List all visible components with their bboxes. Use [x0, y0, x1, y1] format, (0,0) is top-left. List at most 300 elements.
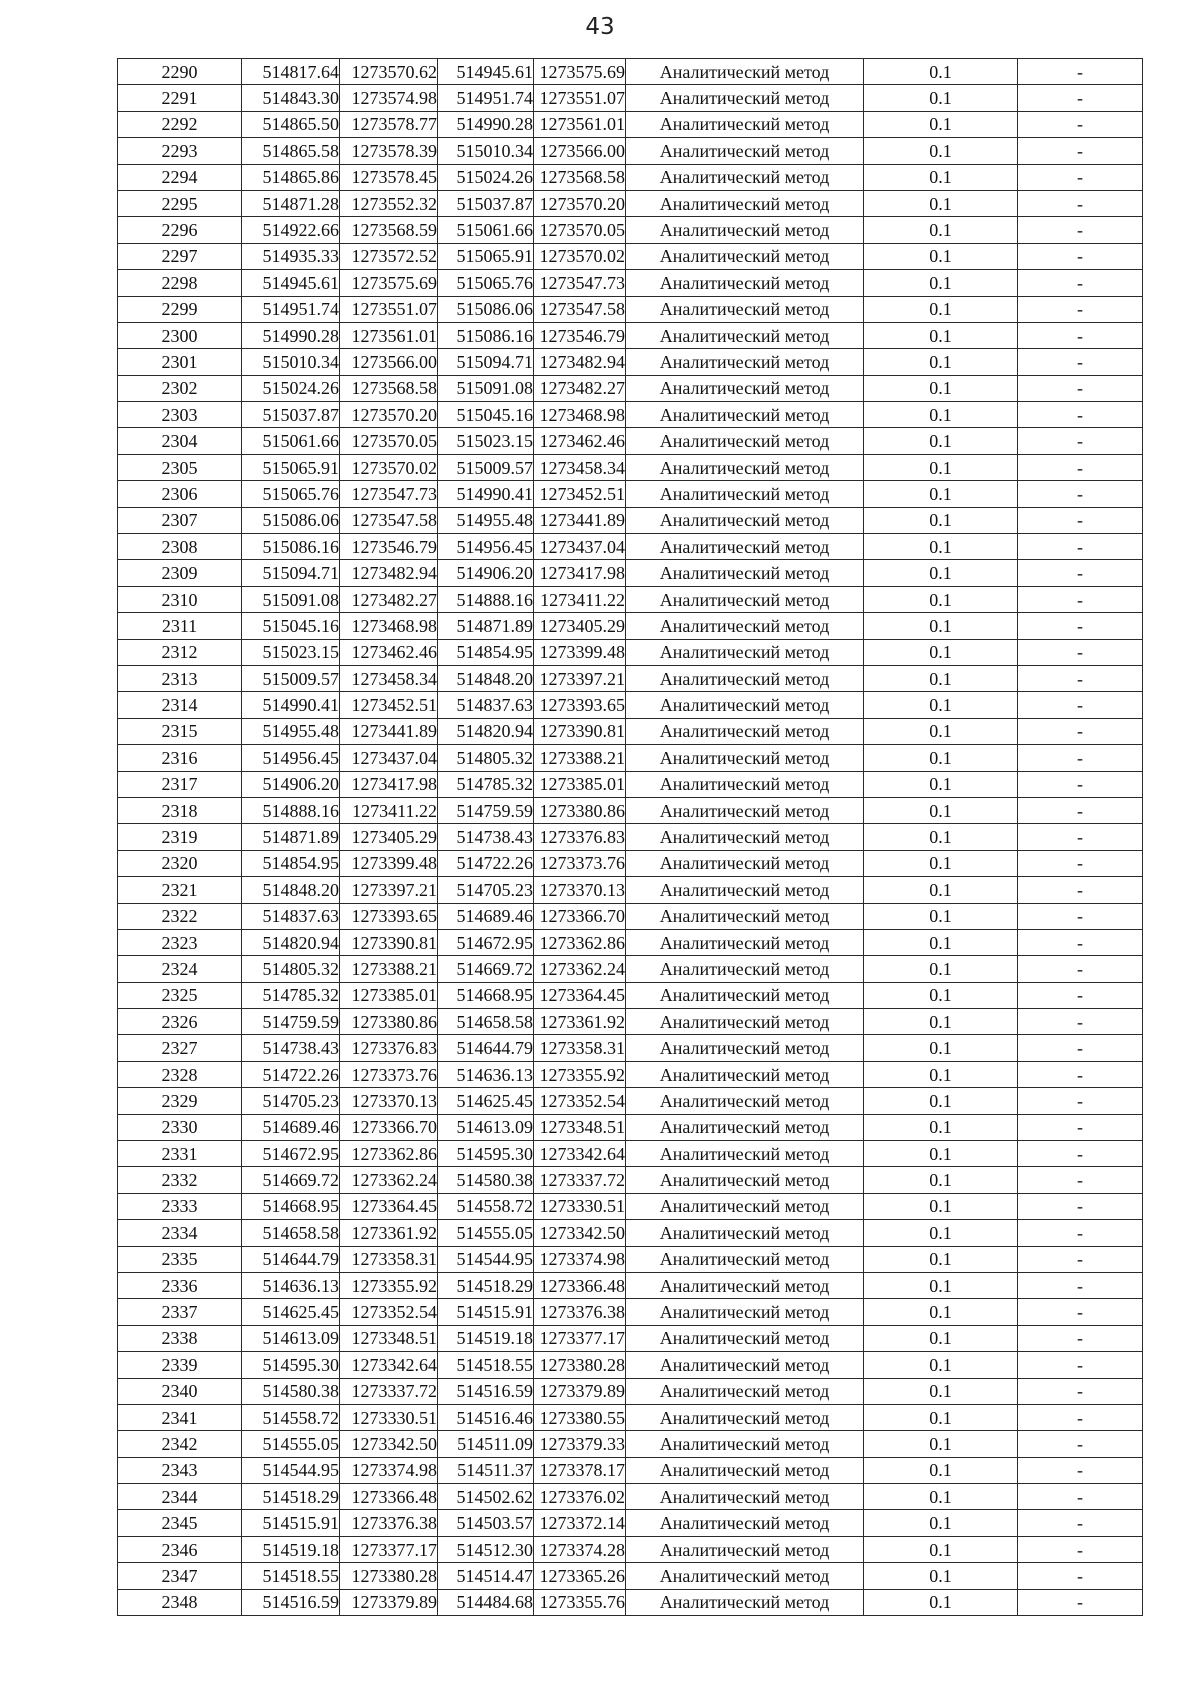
y-start-cell: 1273380.28 [340, 1563, 438, 1589]
x-end-cell: 514580.38 [438, 1167, 534, 1193]
note-cell: - [1018, 1141, 1143, 1167]
x-start-cell: 514922.66 [242, 217, 340, 243]
point-number-cell: 2305 [118, 454, 242, 480]
x-end-cell: 514990.41 [438, 481, 534, 507]
y-end-cell: 1273388.21 [534, 745, 626, 771]
method-cell: Аналитический метод [626, 665, 864, 691]
note-cell: - [1018, 190, 1143, 216]
y-end-cell: 1273372.14 [534, 1510, 626, 1536]
method-cell: Аналитический метод [626, 138, 864, 164]
accuracy-cell: 0.1 [864, 454, 1018, 480]
table-row [118, 481, 1143, 507]
y-end-cell: 1273374.28 [534, 1536, 626, 1562]
x-start-cell: 514658.58 [242, 1220, 340, 1246]
y-end-cell: 1273546.79 [534, 322, 626, 348]
method-cell: Аналитический метод [626, 1378, 864, 1404]
point-number-cell: 2309 [118, 560, 242, 586]
note-cell: - [1018, 59, 1143, 85]
x-end-cell: 514837.63 [438, 692, 534, 718]
x-end-cell: 515010.34 [438, 138, 534, 164]
method-cell: Аналитический метод [626, 1484, 864, 1510]
table-row [118, 1404, 1143, 1430]
accuracy-cell: 0.1 [864, 138, 1018, 164]
y-start-cell: 1273366.70 [340, 1114, 438, 1140]
note-cell: - [1018, 1114, 1143, 1140]
point-number-cell: 2313 [118, 665, 242, 691]
point-number-cell: 2339 [118, 1352, 242, 1378]
table-row [118, 111, 1143, 137]
point-number-cell: 2317 [118, 771, 242, 797]
accuracy-cell: 0.1 [864, 85, 1018, 111]
note-cell: - [1018, 560, 1143, 586]
note-cell: - [1018, 1589, 1143, 1615]
x-end-cell: 514990.28 [438, 111, 534, 137]
y-start-cell: 1273547.73 [340, 481, 438, 507]
y-end-cell: 1273380.28 [534, 1352, 626, 1378]
method-cell: Аналитический метод [626, 296, 864, 322]
point-number-cell: 2322 [118, 903, 242, 929]
y-end-cell: 1273366.70 [534, 903, 626, 929]
y-start-cell: 1273362.86 [340, 1141, 438, 1167]
method-cell: Аналитический метод [626, 1431, 864, 1457]
note-cell: - [1018, 1404, 1143, 1430]
x-start-cell: 514805.32 [242, 956, 340, 982]
accuracy-cell: 0.1 [864, 322, 1018, 348]
y-start-cell: 1273380.86 [340, 1009, 438, 1035]
accuracy-cell: 0.1 [864, 1325, 1018, 1351]
y-start-cell: 1273482.94 [340, 560, 438, 586]
x-end-cell: 514502.62 [438, 1484, 534, 1510]
note-cell: - [1018, 1035, 1143, 1061]
note-cell: - [1018, 718, 1143, 744]
point-number-cell: 2337 [118, 1299, 242, 1325]
x-end-cell: 514644.79 [438, 1035, 534, 1061]
accuracy-cell: 0.1 [864, 402, 1018, 428]
table-row [118, 613, 1143, 639]
x-start-cell: 515037.87 [242, 402, 340, 428]
accuracy-cell: 0.1 [864, 1035, 1018, 1061]
point-number-cell: 2293 [118, 138, 242, 164]
note-cell: - [1018, 745, 1143, 771]
y-end-cell: 1273373.76 [534, 850, 626, 876]
y-start-cell: 1273385.01 [340, 982, 438, 1008]
point-number-cell: 2307 [118, 507, 242, 533]
point-number-cell: 2323 [118, 929, 242, 955]
x-end-cell: 514906.20 [438, 560, 534, 586]
method-cell: Аналитический метод [626, 111, 864, 137]
y-start-cell: 1273366.48 [340, 1484, 438, 1510]
point-number-cell: 2300 [118, 322, 242, 348]
y-start-cell: 1273388.21 [340, 956, 438, 982]
y-end-cell: 1273355.76 [534, 1589, 626, 1615]
table-row [118, 507, 1143, 533]
method-cell: Аналитический метод [626, 1246, 864, 1272]
x-end-cell: 514625.45 [438, 1088, 534, 1114]
table-row [118, 428, 1143, 454]
y-end-cell: 1273379.33 [534, 1431, 626, 1457]
accuracy-cell: 0.1 [864, 824, 1018, 850]
x-end-cell: 514555.05 [438, 1220, 534, 1246]
x-end-cell: 514512.30 [438, 1536, 534, 1562]
note-cell: - [1018, 1246, 1143, 1272]
accuracy-cell: 0.1 [864, 745, 1018, 771]
y-start-cell: 1273393.65 [340, 903, 438, 929]
accuracy-cell: 0.1 [864, 639, 1018, 665]
y-end-cell: 1273568.58 [534, 164, 626, 190]
x-start-cell: 515086.06 [242, 507, 340, 533]
note-cell: - [1018, 402, 1143, 428]
point-number-cell: 2306 [118, 481, 242, 507]
y-start-cell: 1273574.98 [340, 85, 438, 111]
table-row [118, 1431, 1143, 1457]
table-row [118, 454, 1143, 480]
accuracy-cell: 0.1 [864, 296, 1018, 322]
x-end-cell: 514515.91 [438, 1299, 534, 1325]
point-number-cell: 2311 [118, 613, 242, 639]
y-start-cell: 1273572.52 [340, 243, 438, 269]
accuracy-cell: 0.1 [864, 586, 1018, 612]
method-cell: Аналитический метод [626, 428, 864, 454]
y-start-cell: 1273570.05 [340, 428, 438, 454]
y-start-cell: 1273578.39 [340, 138, 438, 164]
method-cell: Аналитический метод [626, 1457, 864, 1483]
note-cell: - [1018, 507, 1143, 533]
y-start-cell: 1273468.98 [340, 613, 438, 639]
x-start-cell: 514722.26 [242, 1061, 340, 1087]
y-start-cell: 1273362.24 [340, 1167, 438, 1193]
x-start-cell: 515010.34 [242, 349, 340, 375]
method-cell: Аналитический метод [626, 1404, 864, 1430]
method-cell: Аналитический метод [626, 85, 864, 111]
accuracy-cell: 0.1 [864, 929, 1018, 955]
accuracy-cell: 0.1 [864, 534, 1018, 560]
method-cell: Аналитический метод [626, 1589, 864, 1615]
note-cell: - [1018, 85, 1143, 111]
x-end-cell: 515037.87 [438, 190, 534, 216]
point-number-cell: 2338 [118, 1325, 242, 1351]
y-end-cell: 1273482.94 [534, 349, 626, 375]
table-row [118, 217, 1143, 243]
x-start-cell: 514689.46 [242, 1114, 340, 1140]
x-start-cell: 514848.20 [242, 877, 340, 903]
page-number: 43 [585, 14, 615, 40]
point-number-cell: 2329 [118, 1088, 242, 1114]
table-row [118, 1088, 1143, 1114]
table-row [118, 138, 1143, 164]
accuracy-cell: 0.1 [864, 59, 1018, 85]
y-end-cell: 1273437.04 [534, 534, 626, 560]
y-end-cell: 1273566.00 [534, 138, 626, 164]
method-cell: Аналитический метод [626, 1088, 864, 1114]
table-row [118, 929, 1143, 955]
x-end-cell: 514689.46 [438, 903, 534, 929]
y-end-cell: 1273547.58 [534, 296, 626, 322]
method-cell: Аналитический метод [626, 270, 864, 296]
x-start-cell: 514580.38 [242, 1378, 340, 1404]
table-row [118, 296, 1143, 322]
x-end-cell: 514956.45 [438, 534, 534, 560]
x-start-cell: 514888.16 [242, 797, 340, 823]
table-row [118, 1141, 1143, 1167]
accuracy-cell: 0.1 [864, 243, 1018, 269]
x-start-cell: 514951.74 [242, 296, 340, 322]
x-start-cell: 515091.08 [242, 586, 340, 612]
note-cell: - [1018, 1088, 1143, 1114]
x-end-cell: 514503.57 [438, 1510, 534, 1536]
x-end-cell: 514518.55 [438, 1352, 534, 1378]
note-cell: - [1018, 1220, 1143, 1246]
note-cell: - [1018, 929, 1143, 955]
table-row [118, 586, 1143, 612]
accuracy-cell: 0.1 [864, 217, 1018, 243]
x-end-cell: 514871.89 [438, 613, 534, 639]
x-end-cell: 514722.26 [438, 850, 534, 876]
x-end-cell: 515045.16 [438, 402, 534, 428]
point-number-cell: 2294 [118, 164, 242, 190]
accuracy-cell: 0.1 [864, 903, 1018, 929]
point-number-cell: 2326 [118, 1009, 242, 1035]
table-row [118, 164, 1143, 190]
method-cell: Аналитический метод [626, 243, 864, 269]
method-cell: Аналитический метод [626, 375, 864, 401]
x-end-cell: 515024.26 [438, 164, 534, 190]
x-start-cell: 514956.45 [242, 745, 340, 771]
method-cell: Аналитический метод [626, 850, 864, 876]
point-number-cell: 2346 [118, 1536, 242, 1562]
accuracy-cell: 0.1 [864, 190, 1018, 216]
accuracy-cell: 0.1 [864, 1431, 1018, 1457]
note-cell: - [1018, 850, 1143, 876]
y-end-cell: 1273337.72 [534, 1167, 626, 1193]
y-end-cell: 1273352.54 [534, 1088, 626, 1114]
method-cell: Аналитический метод [626, 613, 864, 639]
note-cell: - [1018, 877, 1143, 903]
table-row [118, 1167, 1143, 1193]
x-end-cell: 514516.46 [438, 1404, 534, 1430]
method-cell: Аналитический метод [626, 797, 864, 823]
note-cell: - [1018, 1510, 1143, 1536]
accuracy-cell: 0.1 [864, 1141, 1018, 1167]
accuracy-cell: 0.1 [864, 1484, 1018, 1510]
x-start-cell: 514595.30 [242, 1352, 340, 1378]
y-start-cell: 1273390.81 [340, 929, 438, 955]
note-cell: - [1018, 111, 1143, 137]
note-cell: - [1018, 534, 1143, 560]
x-start-cell: 515024.26 [242, 375, 340, 401]
y-start-cell: 1273342.64 [340, 1352, 438, 1378]
x-end-cell: 515023.15 [438, 428, 534, 454]
table-row [118, 1563, 1143, 1589]
y-end-cell: 1273385.01 [534, 771, 626, 797]
accuracy-cell: 0.1 [864, 1193, 1018, 1219]
point-number-cell: 2332 [118, 1167, 242, 1193]
x-start-cell: 514555.05 [242, 1431, 340, 1457]
point-number-cell: 2297 [118, 243, 242, 269]
point-number-cell: 2304 [118, 428, 242, 454]
y-start-cell: 1273570.20 [340, 402, 438, 428]
x-end-cell: 514854.95 [438, 639, 534, 665]
table-row [118, 322, 1143, 348]
y-start-cell: 1273405.29 [340, 824, 438, 850]
point-number-cell: 2312 [118, 639, 242, 665]
point-number-cell: 2301 [118, 349, 242, 375]
point-number-cell: 2341 [118, 1404, 242, 1430]
note-cell: - [1018, 217, 1143, 243]
table-row [118, 1272, 1143, 1298]
point-number-cell: 2344 [118, 1484, 242, 1510]
y-start-cell: 1273552.32 [340, 190, 438, 216]
method-cell: Аналитический метод [626, 322, 864, 348]
x-start-cell: 515065.76 [242, 481, 340, 507]
y-end-cell: 1273362.24 [534, 956, 626, 982]
y-start-cell: 1273330.51 [340, 1404, 438, 1430]
x-end-cell: 514672.95 [438, 929, 534, 955]
y-start-cell: 1273551.07 [340, 296, 438, 322]
point-number-cell: 2336 [118, 1272, 242, 1298]
x-start-cell: 514854.95 [242, 850, 340, 876]
note-cell: - [1018, 454, 1143, 480]
table-row [118, 1325, 1143, 1351]
y-end-cell: 1273364.45 [534, 982, 626, 1008]
accuracy-cell: 0.1 [864, 1009, 1018, 1035]
point-number-cell: 2310 [118, 586, 242, 612]
y-end-cell: 1273378.17 [534, 1457, 626, 1483]
accuracy-cell: 0.1 [864, 375, 1018, 401]
note-cell: - [1018, 481, 1143, 507]
table-row [118, 877, 1143, 903]
accuracy-cell: 0.1 [864, 1404, 1018, 1430]
y-end-cell: 1273393.65 [534, 692, 626, 718]
y-start-cell: 1273570.02 [340, 454, 438, 480]
accuracy-cell: 0.1 [864, 982, 1018, 1008]
y-start-cell: 1273437.04 [340, 745, 438, 771]
accuracy-cell: 0.1 [864, 718, 1018, 744]
accuracy-cell: 0.1 [864, 692, 1018, 718]
note-cell: - [1018, 1167, 1143, 1193]
x-end-cell: 514945.61 [438, 59, 534, 85]
point-number-cell: 2296 [118, 217, 242, 243]
y-end-cell: 1273570.20 [534, 190, 626, 216]
y-start-cell: 1273568.59 [340, 217, 438, 243]
accuracy-cell: 0.1 [864, 1220, 1018, 1246]
point-number-cell: 2316 [118, 745, 242, 771]
y-end-cell: 1273348.51 [534, 1114, 626, 1140]
x-end-cell: 514785.32 [438, 771, 534, 797]
x-start-cell: 514705.23 [242, 1088, 340, 1114]
y-start-cell: 1273575.69 [340, 270, 438, 296]
point-number-cell: 2298 [118, 270, 242, 296]
accuracy-cell: 0.1 [864, 164, 1018, 190]
note-cell: - [1018, 1457, 1143, 1483]
table-row [118, 1299, 1143, 1325]
x-start-cell: 514820.94 [242, 929, 340, 955]
x-end-cell: 514519.18 [438, 1325, 534, 1351]
y-end-cell: 1273342.50 [534, 1220, 626, 1246]
accuracy-cell: 0.1 [864, 428, 1018, 454]
x-start-cell: 514518.55 [242, 1563, 340, 1589]
y-start-cell: 1273566.00 [340, 349, 438, 375]
x-end-cell: 515065.76 [438, 270, 534, 296]
accuracy-cell: 0.1 [864, 1352, 1018, 1378]
note-cell: - [1018, 428, 1143, 454]
y-end-cell: 1273370.13 [534, 877, 626, 903]
method-cell: Аналитический метод [626, 824, 864, 850]
accuracy-cell: 0.1 [864, 665, 1018, 691]
x-start-cell: 514817.64 [242, 59, 340, 85]
y-start-cell: 1273570.62 [340, 59, 438, 85]
y-end-cell: 1273547.73 [534, 270, 626, 296]
x-end-cell: 515086.06 [438, 296, 534, 322]
method-cell: Аналитический метод [626, 1035, 864, 1061]
y-start-cell: 1273348.51 [340, 1325, 438, 1351]
table-row [118, 692, 1143, 718]
x-start-cell: 514544.95 [242, 1457, 340, 1483]
table-row [118, 1220, 1143, 1246]
point-number-cell: 2314 [118, 692, 242, 718]
y-start-cell: 1273458.34 [340, 665, 438, 691]
note-cell: - [1018, 1299, 1143, 1325]
point-number-cell: 2290 [118, 59, 242, 85]
point-number-cell: 2295 [118, 190, 242, 216]
table-row [118, 1536, 1143, 1562]
point-number-cell: 2303 [118, 402, 242, 428]
point-number-cell: 2347 [118, 1563, 242, 1589]
x-start-cell: 514738.43 [242, 1035, 340, 1061]
point-number-cell: 2299 [118, 296, 242, 322]
y-end-cell: 1273468.98 [534, 402, 626, 428]
y-end-cell: 1273362.86 [534, 929, 626, 955]
y-start-cell: 1273399.48 [340, 850, 438, 876]
x-start-cell: 514945.61 [242, 270, 340, 296]
point-number-cell: 2291 [118, 85, 242, 111]
point-number-cell: 2325 [118, 982, 242, 1008]
y-end-cell: 1273358.31 [534, 1035, 626, 1061]
x-end-cell: 514595.30 [438, 1141, 534, 1167]
note-cell: - [1018, 270, 1143, 296]
method-cell: Аналитический метод [626, 929, 864, 955]
y-start-cell: 1273417.98 [340, 771, 438, 797]
note-cell: - [1018, 692, 1143, 718]
note-cell: - [1018, 164, 1143, 190]
y-end-cell: 1273377.17 [534, 1325, 626, 1351]
accuracy-cell: 0.1 [864, 771, 1018, 797]
table-row [118, 1457, 1143, 1483]
point-number-cell: 2302 [118, 375, 242, 401]
method-cell: Аналитический метод [626, 1220, 864, 1246]
method-cell: Аналитический метод [626, 1563, 864, 1589]
y-end-cell: 1273361.92 [534, 1009, 626, 1035]
table-row [118, 1352, 1143, 1378]
x-end-cell: 514516.59 [438, 1378, 534, 1404]
accuracy-cell: 0.1 [864, 1167, 1018, 1193]
table-row [118, 1589, 1143, 1615]
table-row [118, 1510, 1143, 1536]
x-start-cell: 514672.95 [242, 1141, 340, 1167]
x-start-cell: 514518.29 [242, 1484, 340, 1510]
point-number-cell: 2335 [118, 1246, 242, 1272]
y-end-cell: 1273570.02 [534, 243, 626, 269]
table-row [118, 665, 1143, 691]
note-cell: - [1018, 1193, 1143, 1219]
table-row [118, 797, 1143, 823]
point-number-cell: 2342 [118, 1431, 242, 1457]
x-end-cell: 514518.29 [438, 1272, 534, 1298]
table-row [118, 1246, 1143, 1272]
x-start-cell: 515086.16 [242, 534, 340, 560]
y-end-cell: 1273376.83 [534, 824, 626, 850]
method-cell: Аналитический метод [626, 1114, 864, 1140]
x-end-cell: 514511.09 [438, 1431, 534, 1457]
